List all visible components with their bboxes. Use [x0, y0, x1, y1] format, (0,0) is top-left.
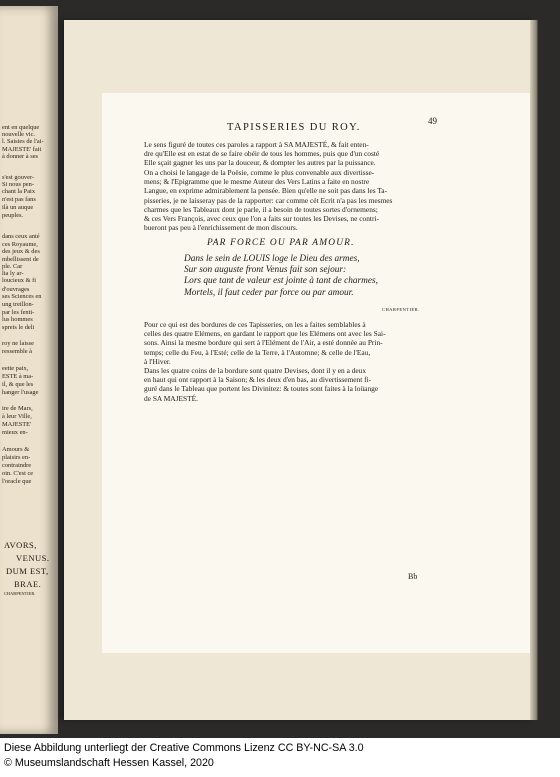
text-line: pisseries, je ne laisseray pas de la rapporter: car comme cét Ecrit n'a pas les mesmes — [144, 195, 393, 205]
left-page-line: s'est gouver- — [2, 174, 35, 181]
left-page-line: dans ceux anté — [2, 233, 40, 240]
left-page-line: ent en quelque — [2, 124, 40, 131]
text-line: mens; & l'Epigramme que le mesme Auteur des Vers Latins a faite en nostre — [144, 177, 370, 187]
license-line: Diese Abbildung unterliegt der Creative Commons Lizenz CC BY-NC-SA 3.0 — [4, 742, 364, 754]
left-page-line: ressemble à — [2, 348, 32, 355]
left-page-line: Si nous pen- — [2, 181, 34, 188]
poem-title: PAR FORCE OU PAR AMOUR. — [207, 238, 355, 248]
left-page-line: lus hommes — [2, 316, 33, 323]
paragraph-1 — [144, 140, 500, 168]
text-line: bueront pas peu à l'enrichissement de mon discours. — [144, 223, 298, 233]
text-line: à l'Hiver. — [144, 356, 171, 366]
left-page-line: chant la Paix — [2, 188, 36, 195]
text-line: Langue, en exprime admirablement la pensée. Bien qu'elle ne soit pas dans les Ta- — [144, 186, 388, 196]
signature-mark: Bb — [408, 572, 418, 581]
left-page-line: roy ne laisse — [2, 340, 34, 347]
poem-verse: Dans le sein de LOUIS loge le Dieu des armes, — [184, 254, 360, 264]
text-line: Elle sçait gagner les uns par la douceur, & dompter les autres par la puissance. — [144, 158, 376, 168]
left-page-line: par les fenti- — [2, 309, 35, 316]
text-line: Dans les quatre coins de la bordure sont quatre Devises, dont il y en a deux — [144, 366, 367, 375]
text-line: en haut qui ont rapport à la Saison; & les deux d'en bas, au divertissement fi- — [144, 375, 372, 385]
poem-verse: Lors que tant de valeur est jointe à tant de charmes, — [184, 276, 378, 287]
text-line: & ces Vers François, avec ceux que l'on a faits sur toutes les Devises, ne contri- — [144, 214, 379, 224]
left-page-line: nouvelle vic. — [2, 131, 36, 138]
left-page-line: ses Sciences en — [2, 293, 42, 300]
copyright-line: © Museumslandschaft Hessen Kassel, 2020 — [4, 757, 214, 769]
text-line: Le sens figuré de toutes ces paroles a rapport à SA MAJESTÉ, & fait enten- — [144, 140, 369, 149]
text-line: celles des quatre Elémens, en gardant le rapport que les Elémens ont avec les Sai- — [144, 329, 386, 339]
left-page-line: lia ly ar- — [2, 270, 24, 277]
left-page-line: n'est pas fans — [2, 196, 36, 203]
text-line: charmes que les Tableaux dont je parle, il a besoin de toutes sortes d'ornemens; — [144, 204, 378, 214]
left-page-line: à leur Ville, — [2, 413, 32, 420]
left-page-line: il, & que les — [2, 381, 34, 388]
left-page-line: des jeux & des — [2, 248, 40, 255]
left-page-line: ces Royaume, — [2, 241, 38, 248]
left-page-line: oin. C'est ce — [2, 470, 34, 477]
poem-signature: CHARPENTIER. — [382, 307, 420, 312]
left-page-caps-line: AVORS, — [4, 540, 37, 550]
text-line: Pour ce qui est des bordures de ces Tapisseries, on les a faites semblables à — [144, 320, 366, 329]
left-page-line: MAJESTE' — [2, 421, 32, 428]
text-line: dre qu'Elle est en estat de se faire obéir de tous les hommes, puis que d'un costé — [144, 149, 380, 159]
left-page-caps-line: BRAE. — [14, 579, 42, 589]
text-line: On a choisi le langage de la Poësie, comme le plus convenable aux divertisse- — [144, 168, 375, 177]
running-head: TAPISSERIES DU ROY. — [227, 122, 361, 133]
left-page-line: peuples. — [2, 212, 24, 219]
page-edge-shadow — [530, 20, 538, 720]
left-page-line: à donner à ses — [2, 153, 39, 160]
left-page-line: d'ouvrages — [2, 286, 30, 293]
text-line: sons. Ainsi la mesme bordure qui sert à l'Elément de l'Air, a esté donnée au Prin- — [144, 338, 383, 348]
left-page-line: contraindre — [2, 462, 32, 469]
paragraph-2 — [144, 168, 500, 232]
text-line: de SA MAJESTÉ. — [144, 393, 198, 403]
left-page-fragment — [0, 6, 58, 734]
left-page-line: MAJESTE' fait — [2, 146, 42, 153]
left-page-line: Amours & — [2, 446, 30, 453]
left-page-caps-note: CHARPENTIER. — [4, 591, 36, 596]
poem — [184, 254, 378, 299]
left-page-line: loucieux & fi — [2, 277, 37, 284]
poem-verse: Sur son auguste front Venus fait son sejour: — [184, 265, 347, 276]
poem-verse: Mortels, il faut ceder par force ou par amour. — [184, 287, 354, 298]
left-page-line: plaisirs en- — [2, 454, 31, 461]
license-credit — [4, 741, 364, 771]
left-page-caps-line: DUM EST, — [6, 566, 49, 576]
text-line: temps; celle du Feu, à l'Esté; celle de la Terre, à l'Automne; & celle de l'Eau, — [144, 347, 371, 357]
left-page-line: eette paix, — [2, 365, 29, 372]
left-page-line: spreis le deli — [2, 324, 35, 331]
left-page-line: hanger l'usage — [2, 389, 39, 396]
left-page-caps-line: VENUS. — [16, 553, 50, 563]
left-page-line: ESTE à ma- — [2, 373, 34, 380]
text-line: guré dans le Tableau que portent les Divinitez: & toutes sont faites à la loüange — [144, 384, 379, 394]
left-page-line: mieux en- — [2, 429, 28, 436]
page-number: 49 — [428, 116, 437, 126]
left-page-line: ire de Mars, — [2, 405, 33, 412]
left-page-line: ilà un auque — [2, 204, 34, 211]
left-page-line: l'oracle que — [2, 478, 32, 485]
paragraph-3 — [144, 320, 500, 366]
left-page-line: ple. Car — [2, 263, 23, 270]
paragraph-4 — [144, 366, 500, 403]
left-page-line: l. Saisies de l'ai- — [2, 138, 44, 145]
left-page-line: mbellissent de — [2, 256, 39, 263]
left-page-line: ung treillon- — [2, 301, 34, 308]
